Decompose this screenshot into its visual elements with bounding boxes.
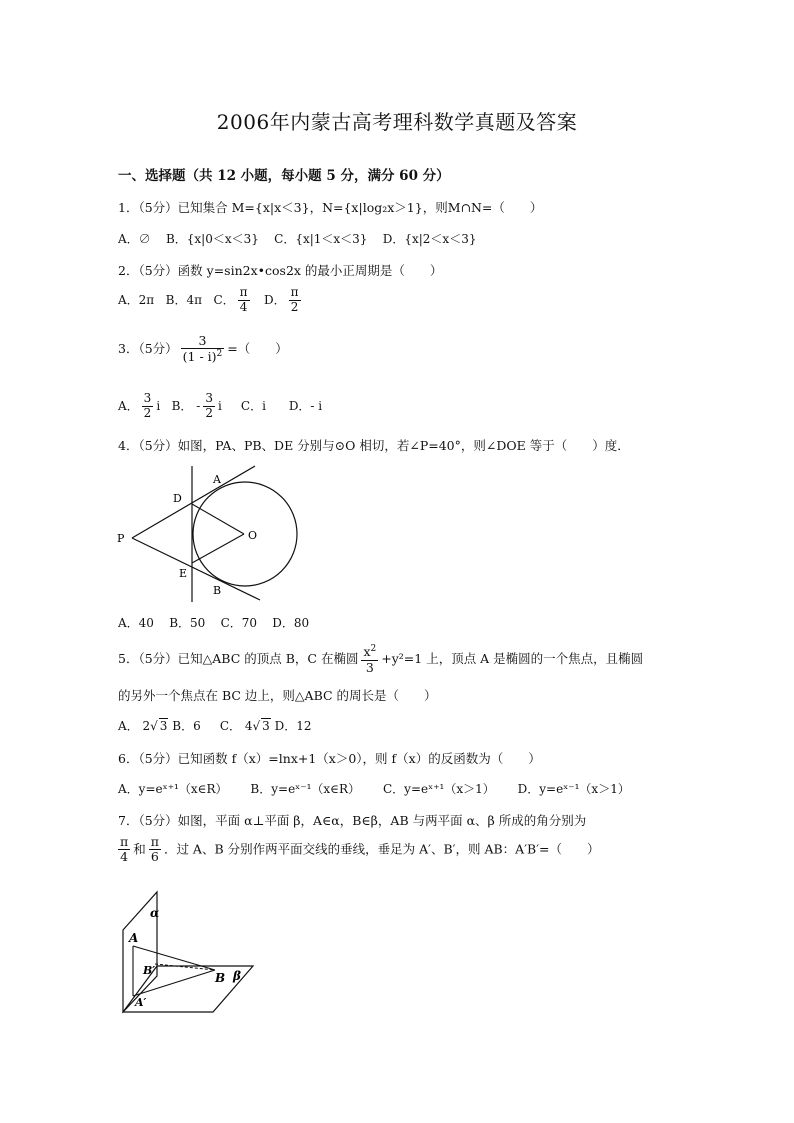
q6-option-b: B．y=eˣ⁻¹（x∈R） [250, 782, 361, 796]
question-1-stem: 1．（5分）已知集合 M={x|x＜3}，N={x|log₂x＞1}，则M∩N=（ ） [118, 200, 543, 215]
q2-option-d-fraction: $\frac{\pi}{2}$ [290, 285, 299, 314]
label-e: E [179, 567, 188, 580]
label-a: A [213, 473, 221, 486]
q3-fraction: $\frac{3}{(1 - i)^2}$ [182, 333, 223, 365]
q3-option-a-fraction: $\frac{3}{2}$ [143, 391, 152, 420]
question-4-options [118, 614, 309, 631]
question-3-stem [118, 334, 288, 365]
label-b: B [213, 584, 222, 597]
question-4-stem: 4．（5分）如图，PA、PB、DE 分别与⊙O 相切，若∠P=40°，则∠DOE 等于（ ）度． [118, 438, 630, 453]
q2-option-b: B．4π [165, 292, 202, 307]
label-b: B [215, 971, 226, 985]
q3-prefix: 3．（5分） [118, 340, 178, 356]
question-7-line-2: $\frac{\pi}{4}$ 和 $\frac{\pi}{6}$ ．过 A、B 分别作两平面交线的垂线，垂足为 A′、B′，则 AB：A′B′=（ ） [120, 834, 600, 865]
question-1-options [118, 230, 476, 247]
q4-option-a: A．40 [118, 616, 154, 630]
question-5-options: A． 2√ 3 B．6 C． 4√ 3 D．12 [118, 719, 312, 733]
q1-option-a: A．∅ [118, 232, 151, 246]
question-5-line-2: 的另外一个焦点在 BC 边上，则△ABC 的周长是（ ） [118, 688, 437, 703]
q2-option-c-label: C． [213, 292, 235, 307]
label-b-prime: B′ [143, 964, 156, 977]
section-heading: 一、选择题（共 12 小题，每小题 5 分，满分 60 分） [118, 168, 450, 184]
segment-do [192, 504, 244, 534]
label-alpha: α [150, 906, 160, 920]
q3-option-b-label: B． [171, 398, 193, 413]
page-title: 2006年内蒙古高考理科数学真题及答案 [216, 110, 578, 134]
q3-suffix: =（ ） [227, 340, 288, 356]
q7-fraction-pi-6: $\frac{\pi}{6}$ [150, 834, 159, 865]
q3-option-b-fraction: $\frac{3}{2}$ [205, 391, 213, 420]
q3-option-a-label: A． [118, 398, 139, 413]
tangent-circle-figure [110, 462, 310, 604]
q1-option-d: D．{x|2＜x＜3} [382, 232, 477, 246]
question-3-options: A． $\frac{3}{2}$ i B． - $\frac{3}{2}$ i C．i D．- i [118, 391, 323, 420]
label-d: D [173, 492, 182, 505]
line-pb [132, 538, 260, 600]
q2-option-a: A．2π [118, 292, 155, 307]
q5-option-b: B．6 [172, 719, 201, 733]
q2-option-d-label: D． [263, 292, 286, 307]
question-7-line-1: 7．（5分）如图，平面 α⊥平面 β，A∈α，B∈β，AB 与两平面 α、β 所成的角分别为 [118, 813, 587, 828]
segment-eo [192, 534, 244, 563]
perpendicular-planes-figure [115, 890, 260, 1018]
q3-option-c: C．i [240, 398, 266, 413]
q5-ellipse-fraction: $\frac{x^2}{3}$ [363, 644, 377, 675]
q1-option-c: C．{x|1＜x＜3} [274, 232, 368, 246]
q4-option-b: B．50 [169, 616, 206, 630]
question-5-line-1: 5．（5分）已知△ABC 的顶点 B，C 在椭圆 $\frac{x^2}{3}$ +y²=1 上，顶点 A 是椭圆的一个焦点，且椭圆 [118, 644, 644, 675]
label-p: P [117, 532, 125, 545]
q6-option-d: D．y=eˣ⁻¹（x＞1） [517, 782, 630, 796]
q5-option-d: D．12 [274, 719, 312, 733]
q7-fraction-pi-4: $\frac{\pi}{4}$ [120, 834, 129, 865]
circle-o [193, 482, 297, 586]
q2-option-c-fraction: $\frac{\pi}{4}$ [239, 285, 248, 314]
question-6-options [118, 780, 630, 797]
label-beta: β [233, 969, 241, 983]
q6-option-a: A．y=eˣ⁺¹（x∈R） [118, 782, 228, 796]
q1-option-b: B．{x|0＜x＜3} [165, 232, 259, 246]
q3-option-d: D．- i [288, 398, 323, 413]
question-2-stem: 2．（5分）函数 y=sin2x•cos2x 的最小正周期是（ ） [118, 263, 443, 278]
q4-option-d: D．80 [272, 616, 310, 630]
q4-option-c: C．70 [220, 616, 258, 630]
question-6-stem: 6．（5分）已知函数 f（x）=lnx+1（x＞0），则 f（x）的反函数为（ ） [118, 751, 541, 766]
q6-option-c: C．y=eˣ⁺¹（x＞1） [382, 782, 495, 796]
label-a-prime: A′ [135, 996, 147, 1009]
label-a: A [129, 931, 139, 945]
question-2-options [118, 286, 304, 315]
label-o: O [248, 529, 258, 542]
